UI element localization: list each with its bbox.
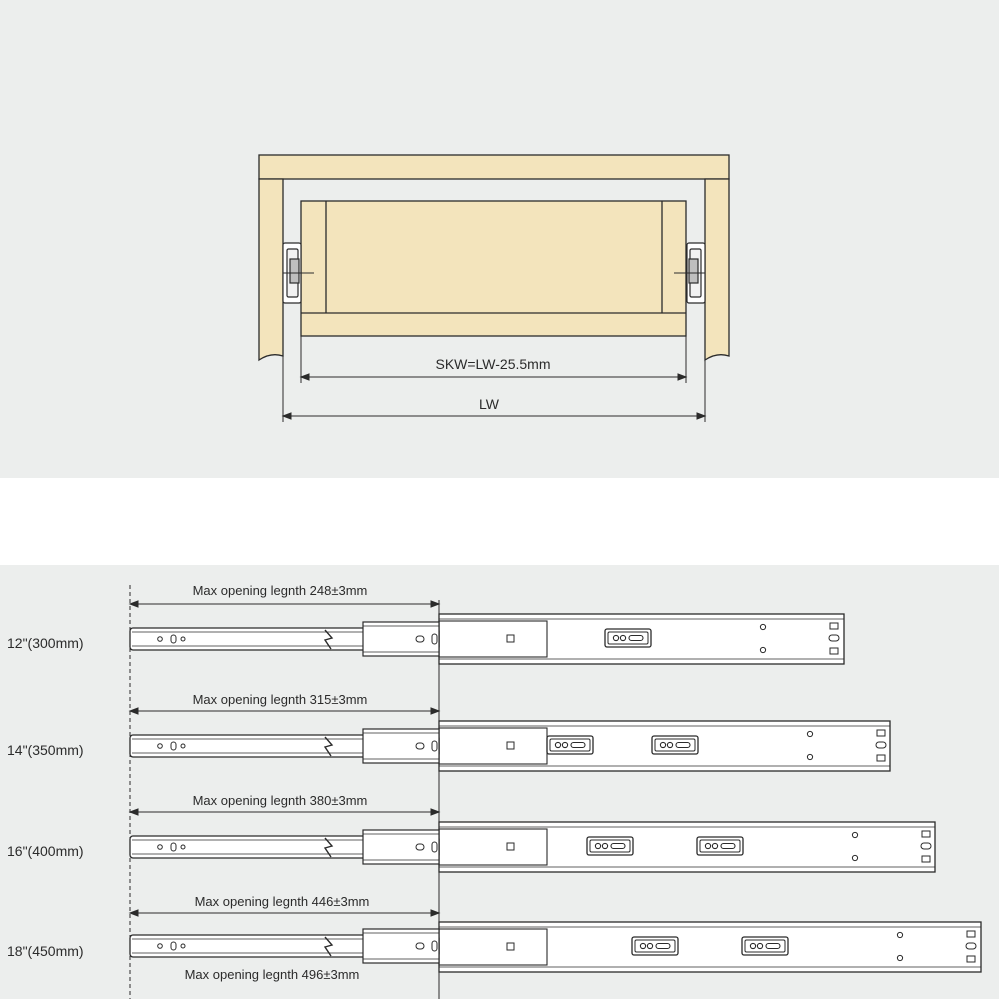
cabinet-top-board [259, 155, 729, 179]
slide-14-opening-label: Max opening legnth 315±3mm [192, 692, 368, 707]
slide-18-size-label: 18"(450mm) [7, 943, 84, 959]
lw-label: LW [479, 396, 499, 412]
cabinet-left-panel [259, 179, 283, 360]
cabinet-right-panel [705, 179, 729, 360]
slide-12-opening-label: Max opening legnth 248±3mm [192, 583, 368, 598]
slide-16-size-label: 16"(400mm) [7, 843, 84, 859]
slide-14-size-label: 14"(350mm) [7, 742, 84, 758]
slide-12-size-label: 12"(300mm) [7, 635, 84, 651]
slide-16-opening-label: Max opening legnth 380±3mm [192, 793, 368, 808]
drawer-box [301, 201, 686, 336]
skw-label: SKW=LW-25.5mm [435, 356, 551, 372]
slide-18-opening-label: Max opening legnth 446±3mm [194, 894, 370, 909]
footer-opening-label: Max opening legnth 496±3mm [184, 967, 360, 982]
